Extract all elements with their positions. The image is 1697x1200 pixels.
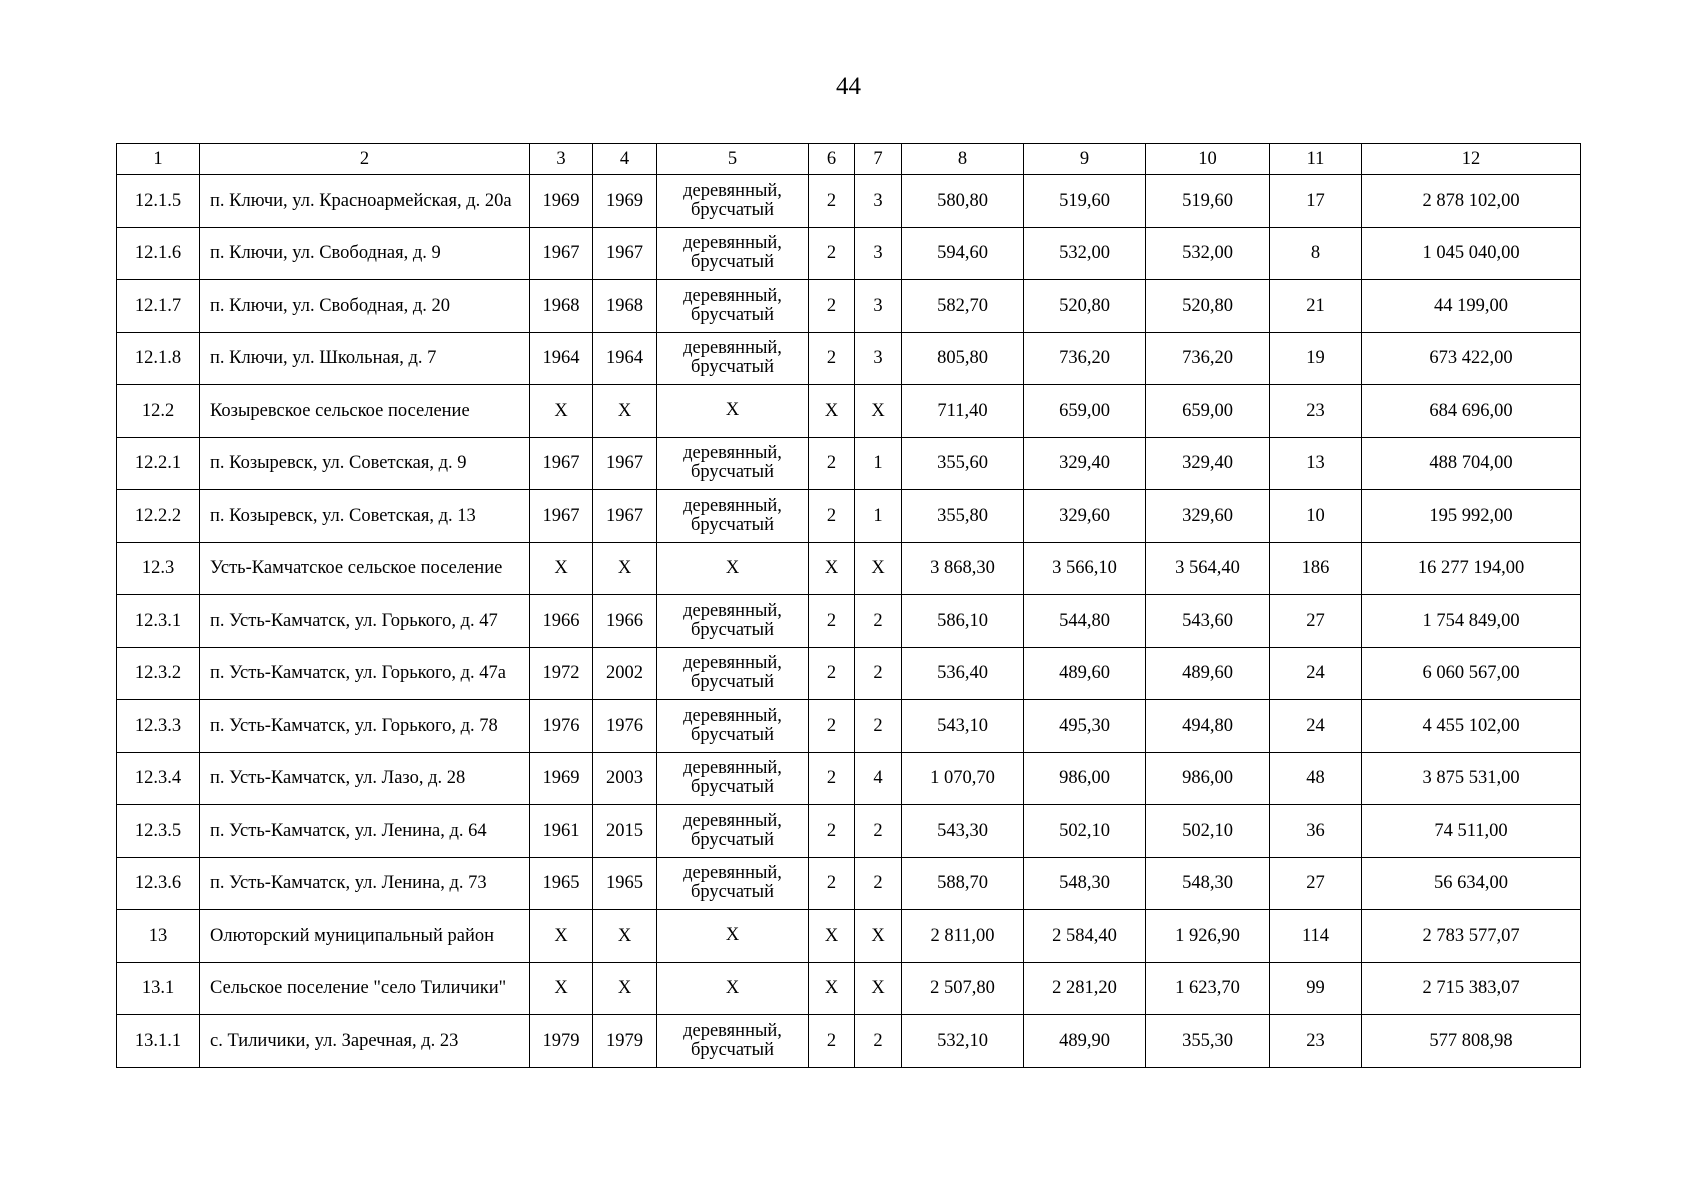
year-built-cell: 1966 [530,595,593,648]
cost-cell: 4 455 102,00 [1362,700,1581,753]
address-cell: Козыревское сельское поселение [200,385,530,438]
year-cell: 1968 [593,280,657,333]
cost-cell: 1 754 849,00 [1362,595,1581,648]
material-cell: деревянный, брусчатый [657,752,809,805]
row-number-cell: 12.3.1 [117,595,200,648]
year-built-cell: X [530,962,593,1015]
residents-cell: 23 [1270,1015,1362,1068]
residents-cell: 48 [1270,752,1362,805]
area-cell: 2 584,40 [1024,910,1146,963]
table-row [117,332,1581,385]
row-number-cell: 12.3.3 [117,700,200,753]
row-number-cell: 12.2.1 [117,437,200,490]
entrances-cell: 2 [855,805,902,858]
header-cell: 2 [200,144,530,175]
address-cell: п. Ключи, ул. Свободная, д. 9 [200,227,530,280]
address-cell: п. Козыревск, ул. Советская, д. 9 [200,437,530,490]
header-cell: 9 [1024,144,1146,175]
area-cell: 355,80 [902,490,1024,543]
floors-cell: X [809,542,855,595]
year-cell: X [593,542,657,595]
area-cell: 543,60 [1146,595,1270,648]
table-row [117,175,1581,228]
floors-cell: 2 [809,490,855,543]
entrances-cell: 4 [855,752,902,805]
table-body [117,144,1581,1068]
residents-cell: 8 [1270,227,1362,280]
cost-cell: 44 199,00 [1362,280,1581,333]
residents-cell: 27 [1270,595,1362,648]
residents-cell: 13 [1270,437,1362,490]
year-built-cell: 1969 [530,175,593,228]
table-row [117,962,1581,1015]
year-cell: 1976 [593,700,657,753]
area-cell: 494,80 [1146,700,1270,753]
floors-cell: 2 [809,805,855,858]
area-cell: 355,60 [902,437,1024,490]
table-row [117,752,1581,805]
table-row [117,385,1581,438]
area-cell: 548,30 [1146,857,1270,910]
year-cell: 2003 [593,752,657,805]
address-cell: п. Козыревск, ул. Советская, д. 13 [200,490,530,543]
area-cell: 536,40 [902,647,1024,700]
area-cell: 520,80 [1146,280,1270,333]
material-cell: деревянный, брусчатый [657,490,809,543]
floors-cell: 2 [809,227,855,280]
year-cell: 1969 [593,175,657,228]
area-cell: 519,60 [1024,175,1146,228]
row-number-cell: 12.1.5 [117,175,200,228]
floors-cell: 2 [809,647,855,700]
area-cell: 489,60 [1024,647,1146,700]
address-cell: Олюторский муниципальный район [200,910,530,963]
material-cell: деревянный, брусчатый [657,805,809,858]
table-header-row [117,144,1581,175]
year-built-cell: X [530,542,593,595]
cost-cell: 684 696,00 [1362,385,1581,438]
year-built-cell: 1961 [530,805,593,858]
residents-cell: 17 [1270,175,1362,228]
data-table [116,143,1581,1068]
material-cell: деревянный, брусчатый [657,1015,809,1068]
cost-cell: 2 783 577,07 [1362,910,1581,963]
area-cell: 1 070,70 [902,752,1024,805]
year-cell: 1966 [593,595,657,648]
floors-cell: 2 [809,595,855,648]
material-cell: X [657,962,809,1015]
area-cell: 986,00 [1146,752,1270,805]
area-cell: 711,40 [902,385,1024,438]
floors-cell: 2 [809,280,855,333]
area-cell: 489,90 [1024,1015,1146,1068]
page-number: 44 [836,73,861,100]
header-cell: 12 [1362,144,1581,175]
year-built-cell: 1964 [530,332,593,385]
material-cell: деревянный, брусчатый [657,647,809,700]
address-cell: Сельское поселение "село Тиличики" [200,962,530,1015]
material-cell: X [657,385,809,438]
material-cell: деревянный, брусчатый [657,280,809,333]
table-row [117,1015,1581,1068]
year-cell: 1965 [593,857,657,910]
cost-cell: 56 634,00 [1362,857,1581,910]
residents-cell: 19 [1270,332,1362,385]
row-number-cell: 12.1.6 [117,227,200,280]
floors-cell: 2 [809,1015,855,1068]
table-row [117,227,1581,280]
floors-cell: X [809,910,855,963]
entrances-cell: X [855,962,902,1015]
cost-cell: 16 277 194,00 [1362,542,1581,595]
header-cell: 6 [809,144,855,175]
entrances-cell: X [855,910,902,963]
cost-cell: 673 422,00 [1362,332,1581,385]
header-cell: 1 [117,144,200,175]
area-cell: 580,80 [902,175,1024,228]
address-cell: с. Тиличики, ул. Заречная, д. 23 [200,1015,530,1068]
year-built-cell: 1972 [530,647,593,700]
row-number-cell: 12.3.2 [117,647,200,700]
address-cell: п. Усть-Камчатск, ул. Горького, д. 47а [200,647,530,700]
material-cell: деревянный, брусчатый [657,332,809,385]
header-cell: 8 [902,144,1024,175]
area-cell: 532,00 [1146,227,1270,280]
entrances-cell: 2 [855,857,902,910]
residents-cell: 27 [1270,857,1362,910]
residents-cell: 10 [1270,490,1362,543]
area-cell: 1 926,90 [1146,910,1270,963]
row-number-cell: 12.2 [117,385,200,438]
area-cell: 329,60 [1024,490,1146,543]
floors-cell: 2 [809,175,855,228]
area-cell: 544,80 [1024,595,1146,648]
header-cell: 4 [593,144,657,175]
year-built-cell: 1968 [530,280,593,333]
area-cell: 2 811,00 [902,910,1024,963]
area-cell: 586,10 [902,595,1024,648]
entrances-cell: 2 [855,1015,902,1068]
cost-cell: 577 808,98 [1362,1015,1581,1068]
material-cell: деревянный, брусчатый [657,595,809,648]
row-number-cell: 12.3 [117,542,200,595]
year-cell: 1964 [593,332,657,385]
area-cell: 736,20 [1024,332,1146,385]
cost-cell: 195 992,00 [1362,490,1581,543]
area-cell: 520,80 [1024,280,1146,333]
area-cell: 736,20 [1146,332,1270,385]
entrances-cell: X [855,542,902,595]
residents-cell: 99 [1270,962,1362,1015]
table-row [117,542,1581,595]
table-row [117,437,1581,490]
table-row [117,490,1581,543]
area-cell: 659,00 [1146,385,1270,438]
address-cell: п. Ключи, ул. Школьная, д. 7 [200,332,530,385]
address-cell: п. Усть-Камчатск, ул. Горького, д. 78 [200,700,530,753]
year-built-cell: 1979 [530,1015,593,1068]
floors-cell: 2 [809,700,855,753]
area-cell: 659,00 [1024,385,1146,438]
residents-cell: 24 [1270,700,1362,753]
table-row [117,280,1581,333]
year-cell: X [593,385,657,438]
area-cell: 329,40 [1146,437,1270,490]
address-cell: п. Усть-Камчатск, ул. Горького, д. 47 [200,595,530,648]
year-cell: 1979 [593,1015,657,1068]
entrances-cell: 2 [855,647,902,700]
address-cell: Усть-Камчатское сельское поселение [200,542,530,595]
area-cell: 805,80 [902,332,1024,385]
year-built-cell: 1967 [530,490,593,543]
residents-cell: 114 [1270,910,1362,963]
row-number-cell: 12.3.5 [117,805,200,858]
residents-cell: 36 [1270,805,1362,858]
area-cell: 548,30 [1024,857,1146,910]
entrances-cell: 3 [855,227,902,280]
area-cell: 532,10 [902,1015,1024,1068]
cost-cell: 2 878 102,00 [1362,175,1581,228]
material-cell: X [657,910,809,963]
area-cell: 489,60 [1146,647,1270,700]
year-cell: 1967 [593,490,657,543]
material-cell: деревянный, брусчатый [657,227,809,280]
residents-cell: 186 [1270,542,1362,595]
year-cell: 2002 [593,647,657,700]
area-cell: 3 868,30 [902,542,1024,595]
year-built-cell: 1967 [530,227,593,280]
row-number-cell: 13.1 [117,962,200,1015]
area-cell: 2 281,20 [1024,962,1146,1015]
residents-cell: 23 [1270,385,1362,438]
floors-cell: 2 [809,437,855,490]
floors-cell: 2 [809,332,855,385]
entrances-cell: 3 [855,175,902,228]
table-row [117,857,1581,910]
address-cell: п. Ключи, ул. Красноармейская, д. 20а [200,175,530,228]
entrances-cell: 2 [855,595,902,648]
header-cell: 10 [1146,144,1270,175]
area-cell: 3 566,10 [1024,542,1146,595]
area-cell: 594,60 [902,227,1024,280]
row-number-cell: 12.1.8 [117,332,200,385]
year-built-cell: 1967 [530,437,593,490]
area-cell: 986,00 [1024,752,1146,805]
floors-cell: 2 [809,857,855,910]
floors-cell: X [809,385,855,438]
entrances-cell: 3 [855,332,902,385]
area-cell: 502,10 [1146,805,1270,858]
area-cell: 519,60 [1146,175,1270,228]
year-built-cell: X [530,385,593,438]
area-cell: 588,70 [902,857,1024,910]
year-cell: 1967 [593,227,657,280]
row-number-cell: 12.3.6 [117,857,200,910]
year-cell: X [593,910,657,963]
area-cell: 1 623,70 [1146,962,1270,1015]
row-number-cell: 12.2.2 [117,490,200,543]
year-cell: 2015 [593,805,657,858]
entrances-cell: 3 [855,280,902,333]
year-built-cell: 1976 [530,700,593,753]
material-cell: деревянный, брусчатый [657,175,809,228]
entrances-cell: 1 [855,490,902,543]
year-cell: 1967 [593,437,657,490]
area-cell: 543,30 [902,805,1024,858]
area-cell: 532,00 [1024,227,1146,280]
year-built-cell: 1965 [530,857,593,910]
area-cell: 329,60 [1146,490,1270,543]
header-cell: 11 [1270,144,1362,175]
table-row [117,700,1581,753]
year-built-cell: X [530,910,593,963]
address-cell: п. Усть-Камчатск, ул. Лазо, д. 28 [200,752,530,805]
entrances-cell: X [855,385,902,438]
year-built-cell: 1969 [530,752,593,805]
table-row [117,647,1581,700]
floors-cell: X [809,962,855,1015]
address-cell: п. Ключи, ул. Свободная, д. 20 [200,280,530,333]
material-cell: X [657,542,809,595]
cost-cell: 488 704,00 [1362,437,1581,490]
entrances-cell: 1 [855,437,902,490]
material-cell: деревянный, брусчатый [657,857,809,910]
table-row [117,805,1581,858]
area-cell: 543,10 [902,700,1024,753]
area-cell: 582,70 [902,280,1024,333]
table-row [117,910,1581,963]
address-cell: п. Усть-Камчатск, ул. Ленина, д. 64 [200,805,530,858]
cost-cell: 6 060 567,00 [1362,647,1581,700]
table-row [117,595,1581,648]
row-number-cell: 12.1.7 [117,280,200,333]
residents-cell: 21 [1270,280,1362,333]
year-cell: X [593,962,657,1015]
cost-cell: 3 875 531,00 [1362,752,1581,805]
header-cell: 3 [530,144,593,175]
cost-cell: 74 511,00 [1362,805,1581,858]
cost-cell: 2 715 383,07 [1362,962,1581,1015]
header-cell: 5 [657,144,809,175]
entrances-cell: 2 [855,700,902,753]
address-cell: п. Усть-Камчатск, ул. Ленина, д. 73 [200,857,530,910]
header-cell: 7 [855,144,902,175]
area-cell: 329,40 [1024,437,1146,490]
row-number-cell: 12.3.4 [117,752,200,805]
cost-cell: 1 045 040,00 [1362,227,1581,280]
area-cell: 355,30 [1146,1015,1270,1068]
area-cell: 502,10 [1024,805,1146,858]
area-cell: 495,30 [1024,700,1146,753]
area-cell: 2 507,80 [902,962,1024,1015]
floors-cell: 2 [809,752,855,805]
row-number-cell: 13 [117,910,200,963]
area-cell: 3 564,40 [1146,542,1270,595]
material-cell: деревянный, брусчатый [657,700,809,753]
row-number-cell: 13.1.1 [117,1015,200,1068]
residents-cell: 24 [1270,647,1362,700]
material-cell: деревянный, брусчатый [657,437,809,490]
